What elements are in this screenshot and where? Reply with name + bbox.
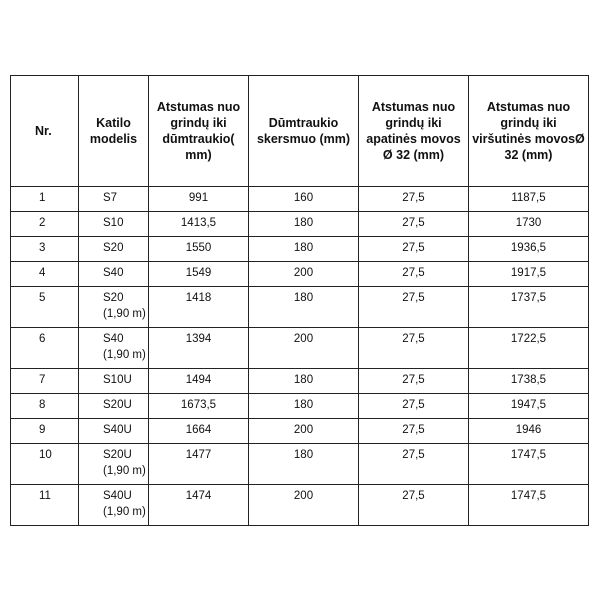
cell-flue-diameter: 200 [249, 262, 359, 287]
table-row [11, 287, 589, 328]
cell-upper-socket: 1747,5 [469, 444, 589, 485]
cell-floor-to-flue: 1664 [149, 419, 249, 444]
table-row [11, 419, 589, 444]
cell-nr: 11 [11, 485, 79, 526]
cell-nr: 7 [11, 369, 79, 394]
cell-upper-socket: 1738,5 [469, 369, 589, 394]
cell-boiler-model: S10U [79, 369, 149, 394]
cell-lower-socket: 27,5 [359, 369, 469, 394]
cell-nr: 8 [11, 394, 79, 419]
cell-upper-socket: 1917,5 [469, 262, 589, 287]
cell-floor-to-flue: 1477 [149, 444, 249, 485]
cell-nr: 3 [11, 237, 79, 262]
boiler-dimensions-table [10, 75, 589, 526]
cell-floor-to-flue: 1413,5 [149, 212, 249, 237]
cell-nr: 2 [11, 212, 79, 237]
cell-floor-to-flue: 1494 [149, 369, 249, 394]
cell-floor-to-flue: 1550 [149, 237, 249, 262]
cell-nr: 5 [11, 287, 79, 328]
table-row [11, 237, 589, 262]
cell-nr: 10 [11, 444, 79, 485]
cell-nr: 6 [11, 328, 79, 369]
cell-lower-socket: 27,5 [359, 419, 469, 444]
cell-flue-diameter: 180 [249, 237, 359, 262]
cell-boiler-model: S20U (1,90 m) [79, 444, 149, 485]
cell-boiler-model: S40 [79, 262, 149, 287]
cell-boiler-model: S40U (1,90 m) [79, 485, 149, 526]
cell-floor-to-flue: 1549 [149, 262, 249, 287]
cell-upper-socket: 1936,5 [469, 237, 589, 262]
cell-upper-socket: 1747,5 [469, 485, 589, 526]
header-floor-to-lower-socket: Atstumas nuo grindų iki apatinės movos Ø 32 (mm) [359, 76, 469, 187]
cell-lower-socket: 27,5 [359, 212, 469, 237]
cell-boiler-model: S7 [79, 187, 149, 212]
header-floor-to-flue-distance: Atstumas nuo grindų iki dūmtraukio( mm) [149, 76, 249, 187]
cell-boiler-model: S10 [79, 212, 149, 237]
cell-floor-to-flue: 1673,5 [149, 394, 249, 419]
cell-boiler-model: S40U [79, 419, 149, 444]
cell-floor-to-flue: 1474 [149, 485, 249, 526]
cell-flue-diameter: 200 [249, 485, 359, 526]
cell-lower-socket: 27,5 [359, 187, 469, 212]
table-row [11, 485, 589, 526]
cell-flue-diameter: 180 [249, 287, 359, 328]
cell-nr: 9 [11, 419, 79, 444]
cell-flue-diameter: 180 [249, 394, 359, 419]
cell-floor-to-flue: 1418 [149, 287, 249, 328]
header-floor-to-upper-socket: Atstumas nuo grindų iki viršutinės movosØ 32 (mm) [469, 76, 589, 187]
cell-boiler-model: S20 [79, 237, 149, 262]
cell-floor-to-flue: 991 [149, 187, 249, 212]
cell-lower-socket: 27,5 [359, 287, 469, 328]
cell-lower-socket: 27,5 [359, 328, 469, 369]
cell-flue-diameter: 180 [249, 212, 359, 237]
cell-upper-socket: 1946 [469, 419, 589, 444]
cell-flue-diameter: 180 [249, 369, 359, 394]
cell-lower-socket: 27,5 [359, 237, 469, 262]
cell-boiler-model: S20U [79, 394, 149, 419]
table-row [11, 328, 589, 369]
cell-flue-diameter: 160 [249, 187, 359, 212]
cell-upper-socket: 1187,5 [469, 187, 589, 212]
cell-lower-socket: 27,5 [359, 262, 469, 287]
cell-lower-socket: 27,5 [359, 444, 469, 485]
cell-nr: 4 [11, 262, 79, 287]
header-nr: Nr. [11, 76, 79, 187]
cell-flue-diameter: 180 [249, 444, 359, 485]
cell-nr: 1 [11, 187, 79, 212]
cell-floor-to-flue: 1394 [149, 328, 249, 369]
header-boiler-model: Katilo modelis [79, 76, 149, 187]
cell-flue-diameter: 200 [249, 328, 359, 369]
cell-upper-socket: 1947,5 [469, 394, 589, 419]
header-flue-diameter: Dūmtraukio skersmuo (mm) [249, 76, 359, 187]
cell-boiler-model: S20 (1,90 m) [79, 287, 149, 328]
table-row [11, 187, 589, 212]
cell-upper-socket: 1730 [469, 212, 589, 237]
cell-boiler-model: S40 (1,90 m) [79, 328, 149, 369]
cell-lower-socket: 27,5 [359, 394, 469, 419]
table-row [11, 394, 589, 419]
table-row [11, 369, 589, 394]
header-row [11, 76, 589, 187]
table-row [11, 212, 589, 237]
cell-upper-socket: 1722,5 [469, 328, 589, 369]
table-body [11, 187, 589, 526]
table-row [11, 444, 589, 485]
cell-upper-socket: 1737,5 [469, 287, 589, 328]
cell-flue-diameter: 200 [249, 419, 359, 444]
cell-lower-socket: 27,5 [359, 485, 469, 526]
table-row [11, 262, 589, 287]
